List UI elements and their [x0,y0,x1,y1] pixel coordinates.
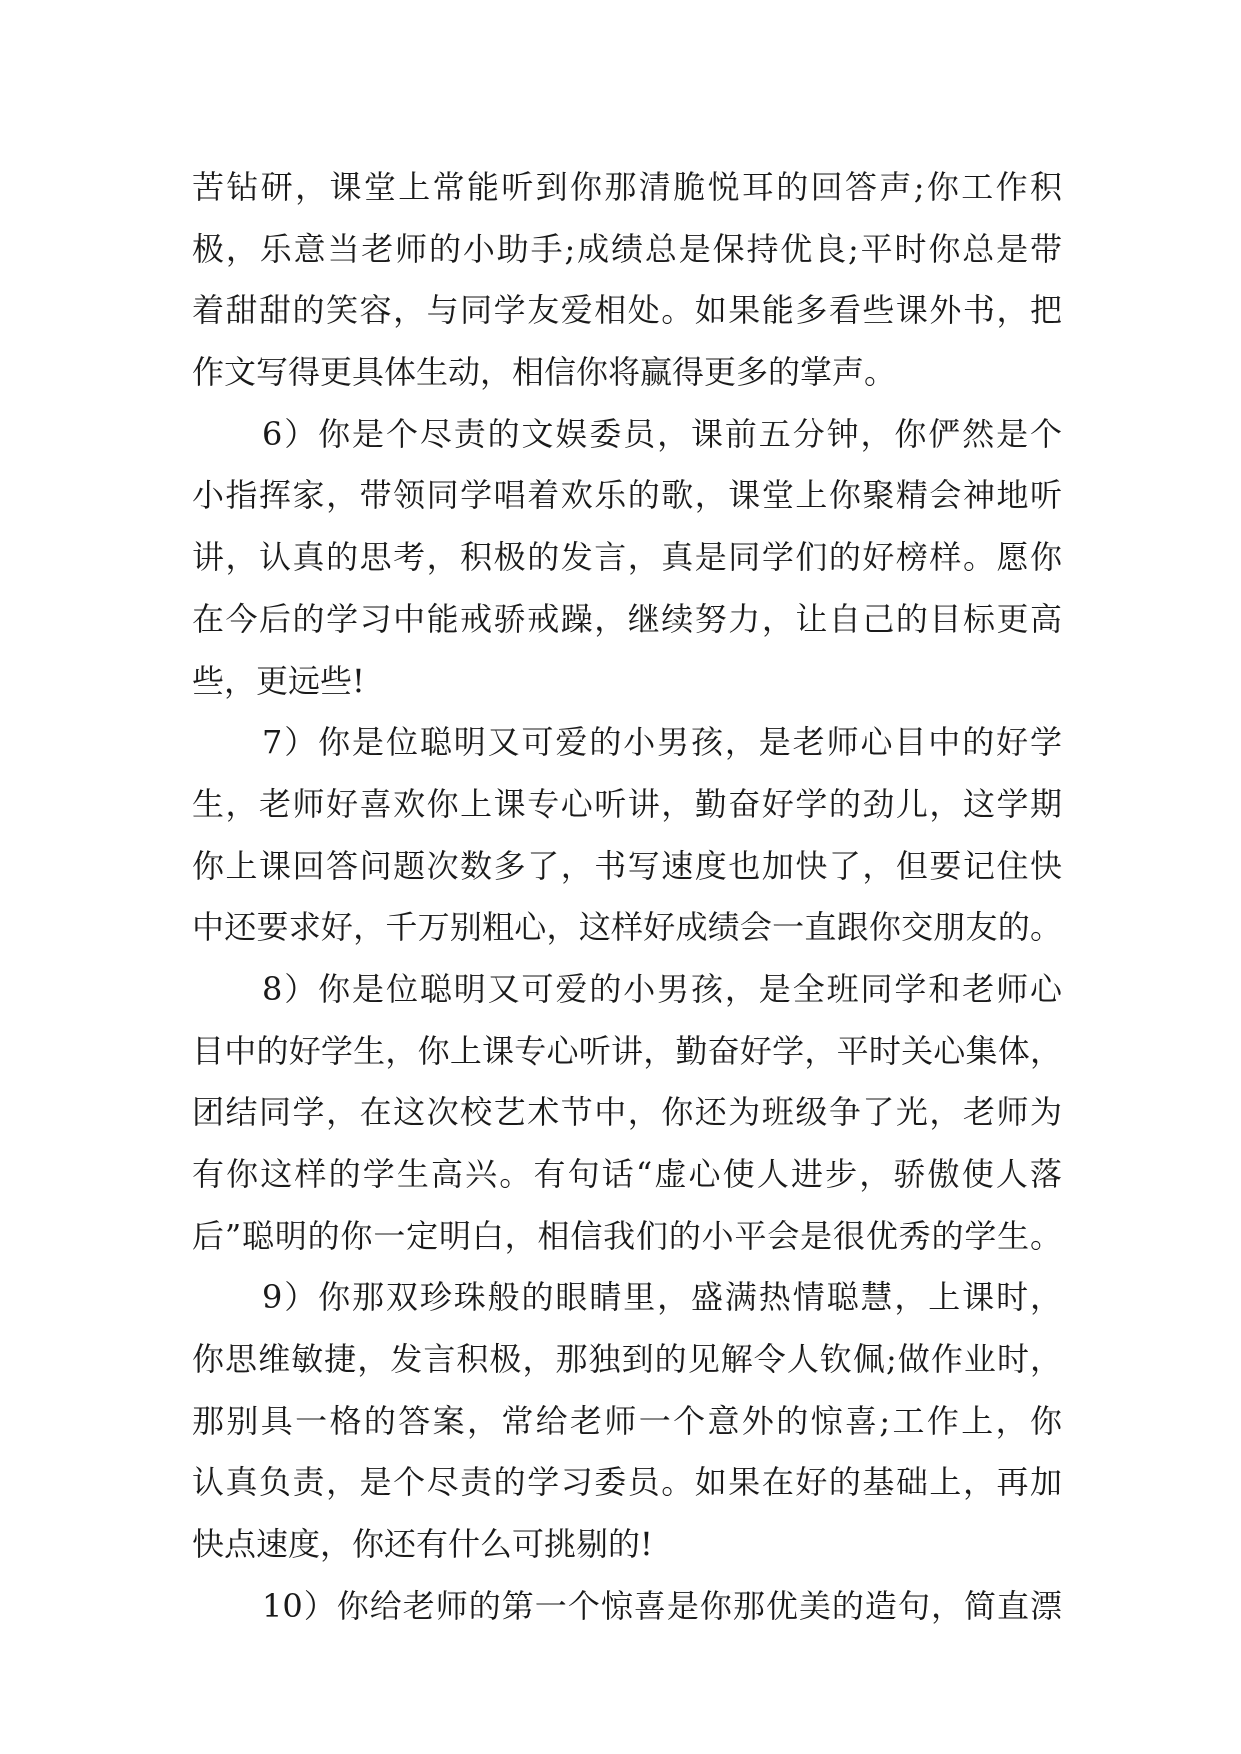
text-line: 快点速度，你还有什么可挑剔的! [192,1525,653,1564]
paragraph-6-start: 6）你是个尽责的文娱委员，课前五分钟，你俨然是个 [262,414,1062,453]
text-line: 那别具一格的答案，常给老师一个意外的惊喜;工作上，你 [192,1401,1062,1440]
text-line: 后”聪明的你一定明白，相信我们的小平会是很优秀的学生。 [192,1216,1062,1255]
text-line: 在今后的学习中能戒骄戒躁，继续努力，让自己的目标更高 [192,599,1062,638]
text-line: 团结同学，在这次校艺术节中，你还为班级争了光，老师为 [192,1093,1062,1132]
text-line: 些，更远些! [192,661,365,700]
text-line: 认真负责，是个尽责的学习委员。如果在好的基础上，再加 [192,1463,1062,1502]
text-line: 作文写得更具体生动，相信你将赢得更多的掌声。 [192,353,897,392]
text-line: 目中的好学生，你上课专心听讲，勤奋好学，平时关心集体， [192,1031,1062,1070]
text-line: 小指挥家，带领同学唱着欢乐的歌，课堂上你聚精会神地听 [192,476,1062,515]
document-body [192,157,1062,1638]
text-line: 中还要求好，千万别粗心，这样好成绩会一直跟你交朋友的。 [192,908,1062,947]
paragraph-9-start: 9）你那双珍珠般的眼睛里，盛满热情聪慧，上课时， [262,1278,1062,1317]
text-line: 讲，认真的思考，积极的发言，真是同学们的好榜样。愿你 [192,538,1062,577]
text-line: 你思维敏捷，发言积极，那独到的见解令人钦佩;做作业时， [192,1340,1062,1379]
text-line: 苦钻研，课堂上常能听到你那清脆悦耳的回答声;你工作积 [192,168,1062,206]
text-line: 生，老师好喜欢你上课专心听讲，勤奋好学的劲儿，这学期 [192,784,1062,823]
text-line: 着甜甜的笑容，与同学友爱相处。如果能多看些课外书，把 [192,291,1062,330]
paragraph-7-start: 7）你是位聪明又可爱的小男孩，是老师心目中的好学 [262,723,1062,762]
text-line: 有你这样的学生高兴。有句话“虚心使人进步，骄傲使人落 [192,1155,1062,1193]
text-line: 你上课回答问题次数多了，书写速度也加快了，但要记住快 [192,846,1062,885]
paragraph-10-start: 10）你给老师的第一个惊喜是你那优美的造句，简直漂 [262,1586,1062,1625]
text-line: 极，乐意当老师的小助手;成绩总是保持优良;平时你总是带 [192,229,1062,268]
paragraph-8-start: 8）你是位聪明又可爱的小男孩，是全班同学和老师心 [262,969,1062,1008]
